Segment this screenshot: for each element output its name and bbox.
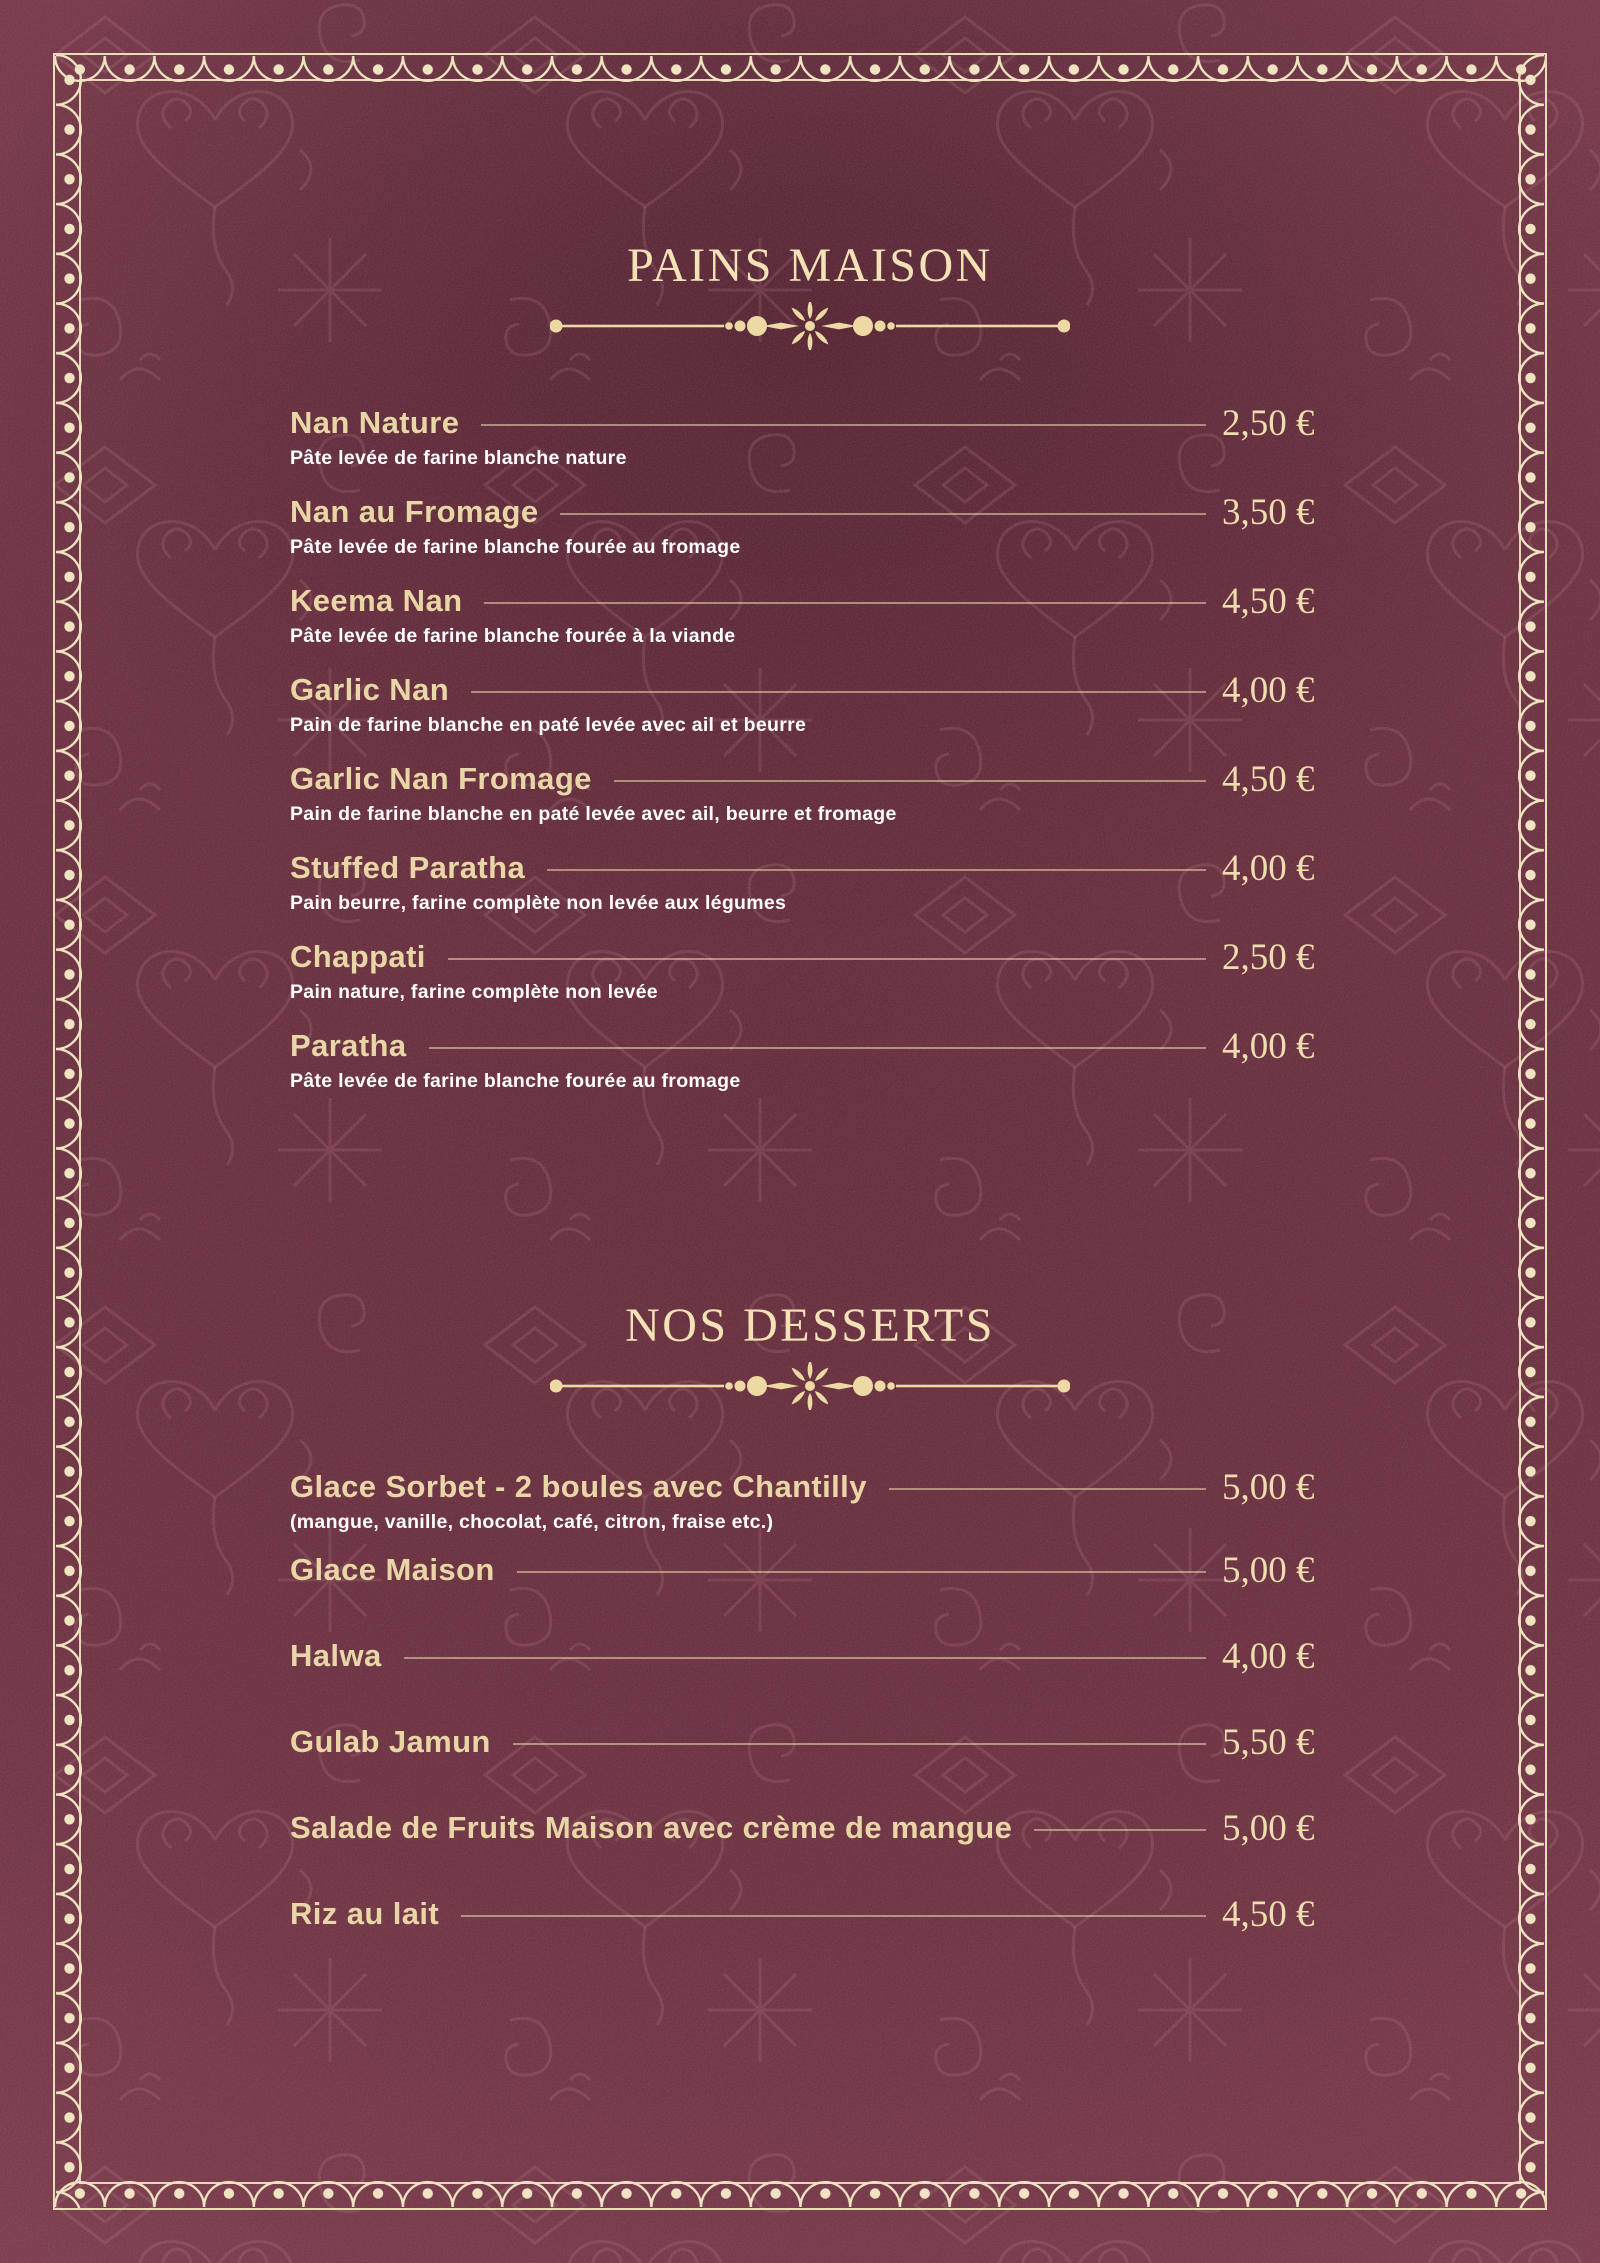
item-name: Halwa (290, 1638, 382, 1673)
menu-item-row (290, 758, 1330, 800)
item-name: Garlic Nan Fromage (290, 761, 592, 796)
menu-content (290, 0, 1330, 1979)
item-name: Riz au lait (290, 1896, 440, 1931)
item-description: Pain beurre, farine complète non levée aux légumes (290, 892, 787, 914)
menu-item (290, 1549, 1330, 1591)
item-description: Pâte levée de farine blanche fourée au fromage (290, 1070, 741, 1092)
menu-item (290, 1893, 1330, 1935)
leader-line (547, 869, 1206, 871)
menu-item (290, 1807, 1330, 1849)
item-price: 2,50 € (1222, 402, 1315, 444)
leader-line (448, 958, 1206, 960)
item-price: 5,00 € (1222, 1466, 1315, 1508)
menu-item (290, 1721, 1330, 1763)
menu-item-row (290, 1807, 1330, 1849)
item-price: 5,50 € (1222, 1721, 1315, 1763)
leader-line (429, 1047, 1206, 1049)
item-description: Pâte levée de farine blanche fourée au fromage (290, 536, 741, 558)
menu-item (290, 402, 1330, 471)
leader-line (513, 1743, 1206, 1745)
desserts-item-list (290, 1466, 1330, 1935)
item-description: Pain nature, farine complète non levée (290, 981, 658, 1003)
menu-item (290, 758, 1330, 827)
item-price: 4,50 € (1222, 758, 1315, 800)
menu-item-row (290, 1635, 1330, 1677)
menu-item-row (290, 491, 1330, 533)
leader-line (517, 1571, 1206, 1573)
menu-item-row (290, 936, 1330, 978)
item-name: Keema Nan (290, 583, 463, 618)
item-price: 4,00 € (1222, 1025, 1315, 1067)
menu-item-row (290, 1466, 1330, 1508)
menu-item-row (290, 1721, 1330, 1763)
menu-item (290, 491, 1330, 560)
item-description: Pain de farine blanche en paté levée avec ail, beurre et fromage (290, 803, 897, 825)
leader-line (1034, 1829, 1206, 1831)
menu-item-row (290, 580, 1330, 622)
item-name: Garlic Nan (290, 672, 450, 707)
leader-line (471, 691, 1206, 693)
item-price: 4,00 € (1222, 1635, 1315, 1677)
menu-item (290, 580, 1330, 649)
item-price: 2,50 € (1222, 936, 1315, 978)
item-price: 4,50 € (1222, 1893, 1315, 1935)
menu-item (290, 1025, 1330, 1094)
leader-line (614, 780, 1206, 782)
leader-line (484, 602, 1206, 604)
item-name: Nan au Fromage (290, 494, 539, 529)
leader-line (889, 1488, 1206, 1490)
section-divider-ornament (550, 302, 1070, 350)
item-name: Glace Sorbet - 2 boules avec Chantilly (290, 1469, 867, 1504)
item-price: 4,00 € (1222, 669, 1315, 711)
item-name: Salade de Fruits Maison avec crème de mangue (290, 1810, 1013, 1845)
item-description: (mangue, vanille, chocolat, café, citron, fraise etc.) (290, 1511, 774, 1533)
item-price: 4,00 € (1222, 847, 1315, 889)
item-name: Chappati (290, 939, 426, 974)
item-name: Gulab Jamun (290, 1724, 491, 1759)
leader-line (560, 513, 1206, 515)
section-title-pains-maison: PAINS MAISON (627, 239, 993, 292)
item-description: Pâte levée de farine blanche fourée à la viande (290, 625, 736, 647)
leader-line (404, 1657, 1206, 1659)
item-name: Nan Nature (290, 405, 460, 440)
menu-item-row (290, 1549, 1330, 1591)
menu-item-row (290, 1893, 1330, 1935)
leader-line (461, 1915, 1206, 1917)
item-price: 5,00 € (1222, 1549, 1315, 1591)
section-divider-ornament (550, 1362, 1070, 1410)
item-name: Paratha (290, 1028, 407, 1063)
menu-item (290, 1635, 1330, 1677)
item-description: Pâte levée de farine blanche nature (290, 447, 627, 469)
menu-item-row (290, 669, 1330, 711)
menu-item-row (290, 847, 1330, 889)
menu-item (290, 1466, 1330, 1535)
menu-item-row (290, 402, 1330, 444)
item-price: 3,50 € (1222, 491, 1315, 533)
item-price: 4,50 € (1222, 580, 1315, 622)
item-name: Glace Maison (290, 1552, 495, 1587)
item-description: Pain de farine blanche en paté levée avec ail et beurre (290, 714, 807, 736)
leader-line (481, 424, 1206, 426)
menu-item (290, 669, 1330, 738)
item-price: 5,00 € (1222, 1807, 1315, 1849)
menu-item-row (290, 1025, 1330, 1067)
section-title-nos-desserts: NOS DESSERTS (625, 1299, 995, 1352)
pains-maison-item-list (290, 402, 1330, 1094)
item-name: Stuffed Paratha (290, 850, 526, 885)
menu-item (290, 847, 1330, 916)
menu-item (290, 936, 1330, 1005)
